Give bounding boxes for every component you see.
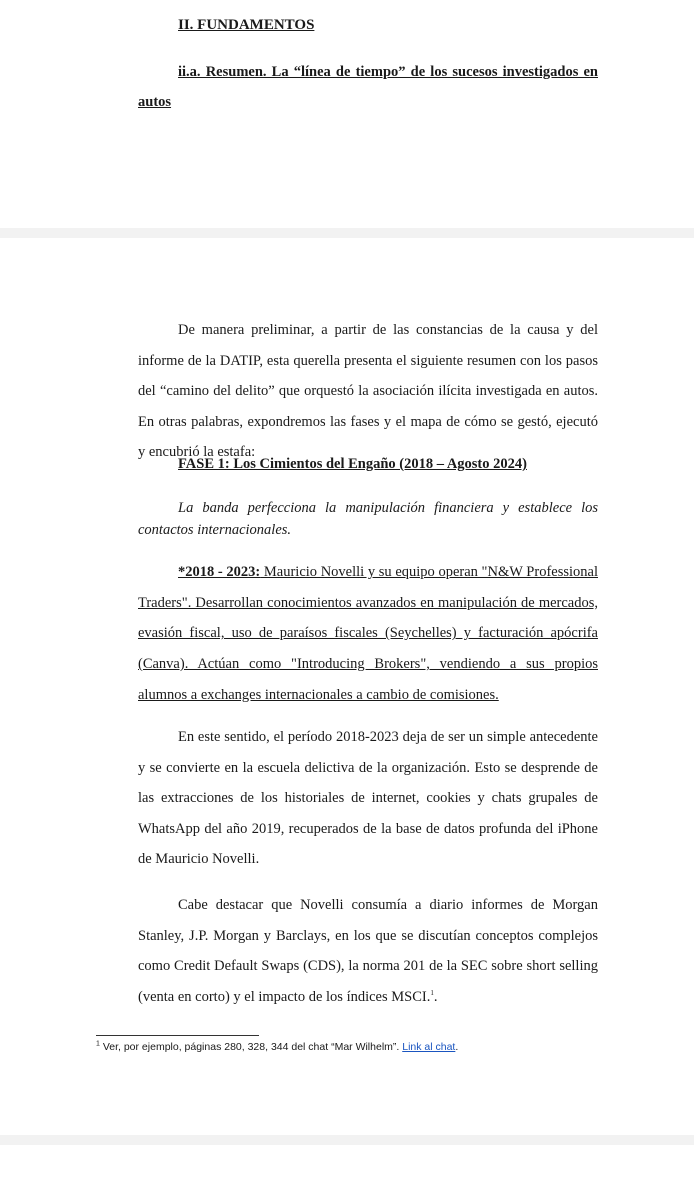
section-heading: II. FUNDAMENTOS xyxy=(178,17,315,33)
reports-paragraph: Cabe destacar que Novelli consumía a diario informes de Morgan Stanley, J.P. Morgan y Barclays, en los que se discutían conceptos complejos como Credit Default Swaps (CDS), la norma 201 de la SEC sobre short selling (venta en corto) y el impacto de los índices MSCI.$^1$. xyxy=(138,897,598,1005)
footnote-reference: 1 xyxy=(430,988,434,997)
document-page-3 xyxy=(0,1145,694,1200)
footnote-tail: . xyxy=(455,1041,459,1053)
document-page-1 xyxy=(0,0,694,228)
footnote xyxy=(96,1040,616,1054)
school-paragraph: En este sentido, el período 2018-2023 deja de ser un simple antecedente y se convierte en la escuela delictiva de la organización. Esto se desprende de las extracciones de los historiales de internet, cookies y chats grupales de WhatsApp del año 2019, recuperados de la base de datos profunda del iPhone de Mauricio Novelli. xyxy=(138,729,598,868)
intro-paragraph: De manera preliminar, a partir de las constancias de la causa y del informe de la DATIP, esta querella presenta el siguiente resumen con los pasos del “camino del delito” que orquestó la asociación ilícita investigada en autos. En otras palabras, expondremos las fases y el mapa de cómo se gestó, ejecutó y encubrió la estafa: xyxy=(138,322,598,461)
timeline-text: Mauricio Novelli y su equipo operan "N&W Professional Traders". Desarrollan conocimientos avanzados en manipulación de mercados, evasión fiscal, uso de paraísos fiscales (Seychelles) y facturación apócrifa (Canva). Actúan como "Introducing Brokers", vendiendo a sus propios alumnos a exchanges internacionales a cambio de comisiones. xyxy=(138,564,598,703)
chat-link[interactable]: Link al chat xyxy=(402,1041,456,1053)
timeline-label: *2018 - 2023: xyxy=(178,564,261,580)
document-page-2 xyxy=(0,238,694,1135)
timeline-entry xyxy=(138,557,598,711)
footnote-divider xyxy=(96,1035,259,1036)
footnote-number: 1 xyxy=(96,1040,100,1048)
reports-text: Cabe destacar que Novelli consumía a diario informes de Morgan Stanley, J.P. Morgan y Barclays, en los que se discutían conceptos complejos como Credit Default Swaps (CDS), la norma 201 de la SEC sobre short selling (venta en corto) y el impacto de los índices MSCI. xyxy=(138,897,598,1005)
subsection-heading: ii.a. Resumen. La “línea de tiempo” de los sucesos investigados en autos xyxy=(138,64,598,110)
phase-summary: La banda perfecciona la manipulación financiera y establece los contactos internacionales. xyxy=(138,500,598,538)
footnote-text: Ver, por ejemplo, páginas 280, 328, 344 del chat “Mar Wilhelm”. xyxy=(99,1041,403,1053)
phase-title: FASE 1: Los Cimientos del Engaño (2018 – Agosto 2024) xyxy=(178,456,527,472)
